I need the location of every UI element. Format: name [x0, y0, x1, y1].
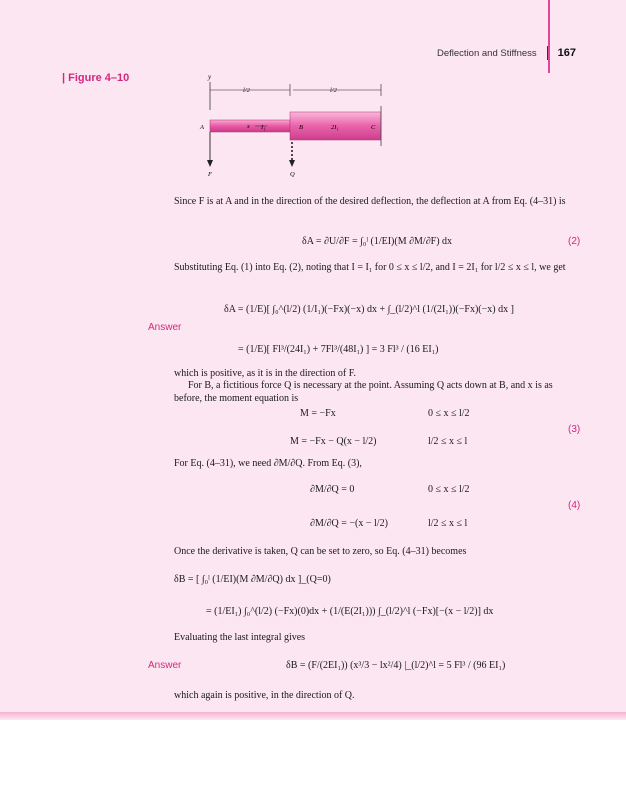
equation-4-number: (4)	[568, 500, 581, 511]
force-f-label: F	[208, 171, 212, 178]
equation-delta-b-1: δB = [ ∫₀ˡ (1/EI)(M ∂M/∂Q) dx ]_(Q=0)	[174, 574, 331, 585]
running-title: Deflection and Stiffness	[437, 47, 537, 59]
equation-3a-range: 0 ≤ x ≤ l/2	[428, 408, 470, 419]
equation-4a: ∂M/∂Q = 0	[310, 484, 355, 495]
beam-figure	[195, 70, 395, 180]
paragraph-4: For B, a fictitious force Q is necessary at the point. Assuming Q acts down at B, and x is as before, the moment equation is	[174, 380, 553, 404]
equation-delta-b-3: δB = (F/(2EI₁)) (x³/3 − lx²/4) |_(l/2)^l = 5 Fl³ / (96 EI₁)	[286, 660, 506, 671]
beam-segment-ab	[210, 120, 290, 132]
paragraph-8: which again is positive, in the direction of Q.	[174, 690, 355, 701]
paragraph-7: Evaluating the last integral gives	[174, 632, 306, 643]
figure-caption: | Figure 4–10	[62, 72, 130, 84]
paragraph-6: Once the derivative is taken, Q can be set to zero, so Eq. (4–31) becomes	[174, 546, 467, 557]
equation-4b-range: l/2 ≤ x ≤ l	[428, 518, 468, 529]
paragraph-2: Substituting Eq. (1) into Eq. (2), noting that I = I₁ for 0 ≤ x ≤ l/2, and I = 2I₁ for l/2 ≤ x ≤ l, we get	[174, 262, 566, 273]
dim-l2-right: l/2	[330, 87, 337, 94]
point-b-label: B	[299, 124, 303, 131]
equation-4a-range: 0 ≤ x ≤ l/2	[428, 484, 470, 495]
equation-2-number: (2)	[568, 236, 581, 247]
point-a-label: A	[200, 124, 204, 131]
equation-4b: ∂M/∂Q = −(x − l/2)	[310, 518, 388, 529]
equation-delta-a-1: δA = (1/E)[ ∫₀^(l/2) (1/I₁)(−Fx)(−x) dx + ∫_(l/2)^l (1/(2I₁))(−Fx)(−x) dx ]	[224, 304, 514, 315]
x-label: x	[247, 124, 250, 130]
answer-label-2: Answer	[148, 660, 182, 671]
equation-delta-a-2: = (1/E)[ Fl³/(24I₁) + 7Fl³/(48I₁) ] = 3 Fl³ / (16 EI₁)	[238, 344, 439, 355]
paragraph-1: Since F is at A and in the direction of the desired deflection, the deflection at A from Eq. (4–31) is	[174, 196, 566, 207]
running-header	[437, 46, 576, 60]
twoi1-label: 2I₁	[331, 124, 339, 131]
header-rule	[548, 0, 550, 73]
equation-delta-b-2: = (1/EI₁) ∫₀^(l/2) (−Fx)(0)dx + (1/(E(2I₁))) ∫_(l/2)^l (−Fx)[−(x − l/2)] dx	[206, 606, 494, 617]
bottom-strip	[0, 712, 626, 720]
equation-3a: M = −Fx	[300, 408, 336, 419]
equation-3b-range: l/2 ≤ x ≤ l	[428, 436, 468, 447]
page-number: 167	[557, 47, 576, 59]
header-separator	[547, 46, 548, 60]
paragraph-3: which is positive, as it is in the direction of F.	[174, 368, 356, 379]
y-axis-label: y	[208, 73, 212, 81]
dim-l2-left: l/2	[243, 87, 250, 94]
equation-3-number: (3)	[568, 424, 581, 435]
i1-label: I₁	[261, 124, 266, 131]
answer-label-1: Answer	[148, 322, 182, 333]
paragraph-5: For Eq. (4–31), we need ∂M/∂Q. From Eq. (3),	[174, 458, 362, 469]
point-c-label: C	[371, 124, 376, 131]
equation-3b: M = −Fx − Q(x − l/2)	[290, 436, 377, 447]
force-q-label: Q	[290, 171, 295, 178]
equation-2: δA = ∂U/∂F = ∫₀ˡ (1/EI)(M ∂M/∂F) dx	[302, 236, 453, 247]
